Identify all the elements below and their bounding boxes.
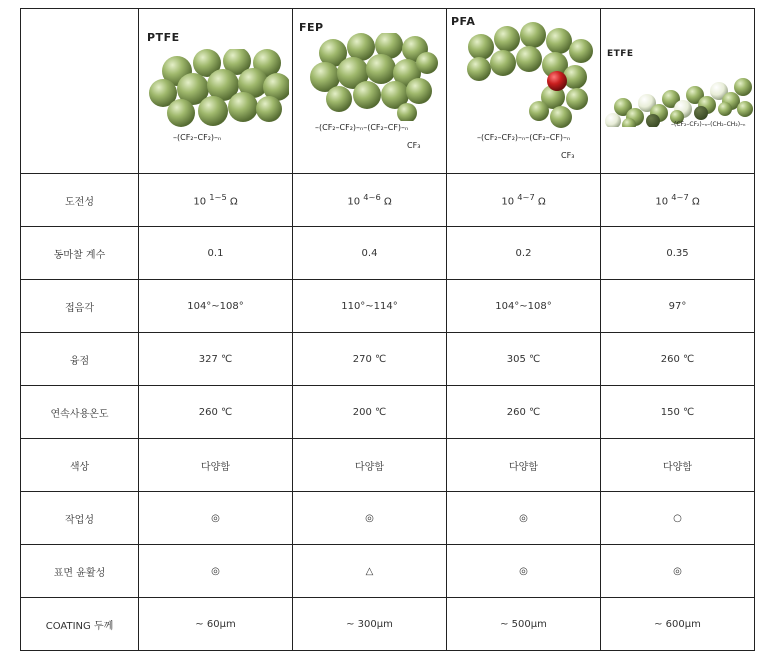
polymer-formula: –(CF₂–CF₂)–ₙ–(CF₂–CF)–ₙ CF₃ xyxy=(315,123,421,150)
table-cell: 97° xyxy=(601,280,755,333)
sphere-atom xyxy=(167,99,195,127)
table-row xyxy=(21,227,755,280)
table-cell: ◎ xyxy=(447,492,601,545)
row-label: 작업성 xyxy=(21,492,139,545)
table-row xyxy=(21,545,755,598)
table-cell: 0.4 xyxy=(293,227,447,280)
table-cell: ◎ xyxy=(293,492,447,545)
fep-molecule-image xyxy=(303,33,439,121)
table-cell: 다양함 xyxy=(601,439,755,492)
table-cell: 10 $^{4\sim 7}$ Ω xyxy=(601,174,755,227)
table-cell: △ xyxy=(293,545,447,598)
table-cell: 104°~108° xyxy=(447,280,601,333)
table-cell: 327 ℃ xyxy=(139,333,293,386)
header-cell-fep xyxy=(293,9,447,174)
table-cell: ◎ xyxy=(139,545,293,598)
sphere-atom xyxy=(566,88,588,110)
fluoropolymer-spec-table xyxy=(20,8,755,651)
sphere-atom xyxy=(468,34,494,60)
table-cell: 260 ℃ xyxy=(139,386,293,439)
sphere-atom xyxy=(569,39,593,63)
table-row xyxy=(21,333,755,386)
table-row xyxy=(21,174,755,227)
sphere-atom xyxy=(416,52,438,74)
header-cell-etfe xyxy=(601,9,755,174)
table-cell: 150 ℃ xyxy=(601,386,755,439)
sphere-atom xyxy=(737,101,753,117)
sphere-atom xyxy=(198,96,228,126)
table-row xyxy=(21,492,755,545)
sphere-atom xyxy=(494,26,520,52)
table-row xyxy=(21,439,755,492)
table-cell: 270 ℃ xyxy=(293,333,447,386)
sphere-atom xyxy=(516,46,542,72)
table-cell: 다양함 xyxy=(447,439,601,492)
row-label: 색상 xyxy=(21,439,139,492)
table-cell: ~ 600µm xyxy=(601,598,755,651)
sphere-atom xyxy=(406,78,432,104)
table-row xyxy=(21,280,755,333)
header-cell-pfa xyxy=(447,9,601,174)
sphere-atom xyxy=(563,65,587,89)
table-cell: 104°~108° xyxy=(139,280,293,333)
header-row xyxy=(21,9,755,174)
row-label: 동마찰 계수 xyxy=(21,227,139,280)
table-cell: 0.35 xyxy=(601,227,755,280)
table-cell: 10 $^{4\sim 6}$ Ω xyxy=(293,174,447,227)
sphere-atom xyxy=(546,28,572,54)
table-cell: ~ 300µm xyxy=(293,598,447,651)
header-corner-cell xyxy=(21,9,139,174)
etfe-molecule-image xyxy=(605,61,753,127)
ptfe-molecule-image xyxy=(143,49,289,129)
table-cell: 0.2 xyxy=(447,227,601,280)
table-cell: 다양함 xyxy=(293,439,447,492)
sphere-atom xyxy=(467,57,491,81)
table-cell: ○ xyxy=(601,492,755,545)
sphere-atom xyxy=(520,22,546,48)
sphere-atom xyxy=(734,78,752,96)
table-row xyxy=(21,598,755,651)
row-label: 도전성 xyxy=(21,174,139,227)
polymer-formula: –(CF₂–CF₂)–ₙ xyxy=(173,133,222,142)
polymer-formula: –(CF₂–CF₂)–ₙ–(CF₂–CF)–ₙ CF₃ xyxy=(477,133,575,160)
table-row xyxy=(21,386,755,439)
table-cell: ◎ xyxy=(139,492,293,545)
row-label: COATING 두께 xyxy=(21,598,139,651)
polymer-name: PFA xyxy=(451,15,476,28)
sphere-atom xyxy=(326,86,352,112)
pfa-molecule-image xyxy=(457,19,597,131)
table-cell: ~ 60µm xyxy=(139,598,293,651)
sphere-atom xyxy=(529,101,549,121)
row-label: 융점 xyxy=(21,333,139,386)
polymer-name: FEP xyxy=(299,21,324,34)
polymer-name: PTFE xyxy=(147,31,180,44)
table-cell: 200 ℃ xyxy=(293,386,447,439)
sphere-atom xyxy=(718,102,732,116)
sphere-atom xyxy=(256,96,282,122)
table-cell: 다양함 xyxy=(139,439,293,492)
sphere-atom xyxy=(353,81,381,109)
sphere-atom xyxy=(550,106,572,128)
sphere-atom xyxy=(605,113,621,127)
table-cell: ◎ xyxy=(447,545,601,598)
row-label: 연속사용온도 xyxy=(21,386,139,439)
sphere-atom xyxy=(547,71,567,91)
table-cell: ~ 500µm xyxy=(447,598,601,651)
table-cell: 10 $^{4\sim 7}$ Ω xyxy=(447,174,601,227)
table-cell: 0.1 xyxy=(139,227,293,280)
sphere-atom xyxy=(228,92,258,122)
table-cell: 260 ℃ xyxy=(601,333,755,386)
sphere-atom xyxy=(347,33,375,61)
row-label: 접음각 xyxy=(21,280,139,333)
row-label: 표면 윤활성 xyxy=(21,545,139,598)
table-cell: ◎ xyxy=(601,545,755,598)
sphere-atom xyxy=(490,50,516,76)
table-cell: 10 $^{1\sim 5}$ Ω xyxy=(139,174,293,227)
table-cell: 260 ℃ xyxy=(447,386,601,439)
sphere-atom xyxy=(694,106,708,120)
header-cell-ptfe xyxy=(139,9,293,174)
sphere-atom xyxy=(366,54,396,84)
polymer-formula: –(CF₂–CF₂)–ₙ–(CH₂–CH₂)–ₙ xyxy=(671,121,746,128)
table-cell: 110°~114° xyxy=(293,280,447,333)
polymer-name: ETFE xyxy=(607,49,634,59)
table-cell: 305 ℃ xyxy=(447,333,601,386)
